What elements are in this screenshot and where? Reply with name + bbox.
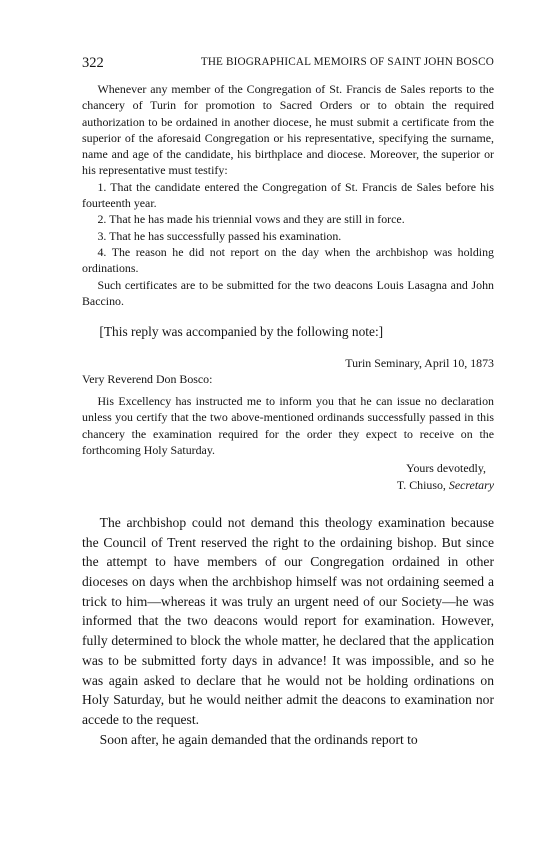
regulation-intro: Whenever any member of the Congregation of St. Francis de Sales reports to the chancery of Turin for promotion to Sacred Orders or to obtain the required authorization to be ordained in another diocese, he must submit a certificate from the superior of the aforesaid Congregation or his representative, specifying the surname, name and age of the candidate, his birthplace and diocese. Moreover, the superior or his representative must testify:: [82, 82, 494, 178]
page-body: [82, 81, 494, 749]
running-title: THE BIOGRAPHICAL MEMOIRS OF SAINT JOHN BOSCO: [200, 56, 494, 68]
main-text: [82, 513, 494, 749]
letter-signer-title: Secretary: [448, 477, 494, 492]
regulation-item: 4. The reason he did not report on the day when the archbishop was holding ordinations.: [82, 244, 494, 276]
quoted-regulation: [82, 81, 494, 309]
letter-dateline: Turin Seminary, April 10, 1873: [345, 355, 494, 370]
regulation-item: 2. That he has made his triennial vows and they are still in force.: [97, 212, 405, 227]
letter-closing: Yours devotedly,: [406, 461, 486, 476]
letter-signer: T. Chiuso,: [396, 477, 446, 492]
page-header: [82, 55, 494, 73]
letter-signer-line: [82, 477, 494, 493]
letter-signature-block: [82, 460, 494, 493]
main-paragraph: Soon after, he again demanded that the ordinands report to: [99, 731, 418, 747]
regulation-item: 1. That the candidate entered the Congregation of St. Francis de Sales before his fourteenth year.: [82, 179, 494, 211]
regulation-closing: Such certificates are to be submitted for the two deacons Louis Lasagna and John Baccino.: [82, 277, 494, 308]
main-paragraph: The archbishop could not demand this theology examination because the Council of Trent reserved the right to the ordaining bishop. But since the attempt to have members of our Congregation ordained in other dioceses on days when the archbishop himself was not ordaining seemed a trick to him—whereas it was truly an urgent need of our Society—he was informed that the two deacons would report for examination. However, fully determined to block the whole matter, he declared that the application was to be submitted forty days in advance! It was impossible, and so he was again asked to declare that he would not be holding ordinations on Holy Saturday, but he would neither admit the deacons to examination nor accede to the request.: [82, 514, 494, 727]
letter-body-text: His Excellency has instructed me to inform you that he can issue no declaration unless you certify that the two above-mentioned ordinands successfully passed in this chancery the examination required for the order they expect to receive on the forthcoming Holy Saturday.: [82, 394, 494, 458]
editorial-note: [This reply was accompanied by the following note:]: [99, 324, 384, 340]
letter-salutation: Very Reverend Don Bosco:: [82, 371, 213, 386]
letter-body: [82, 393, 494, 458]
page-number: 322: [82, 55, 104, 71]
regulation-item: 3. That he has successfully passed his examination.: [97, 228, 342, 243]
